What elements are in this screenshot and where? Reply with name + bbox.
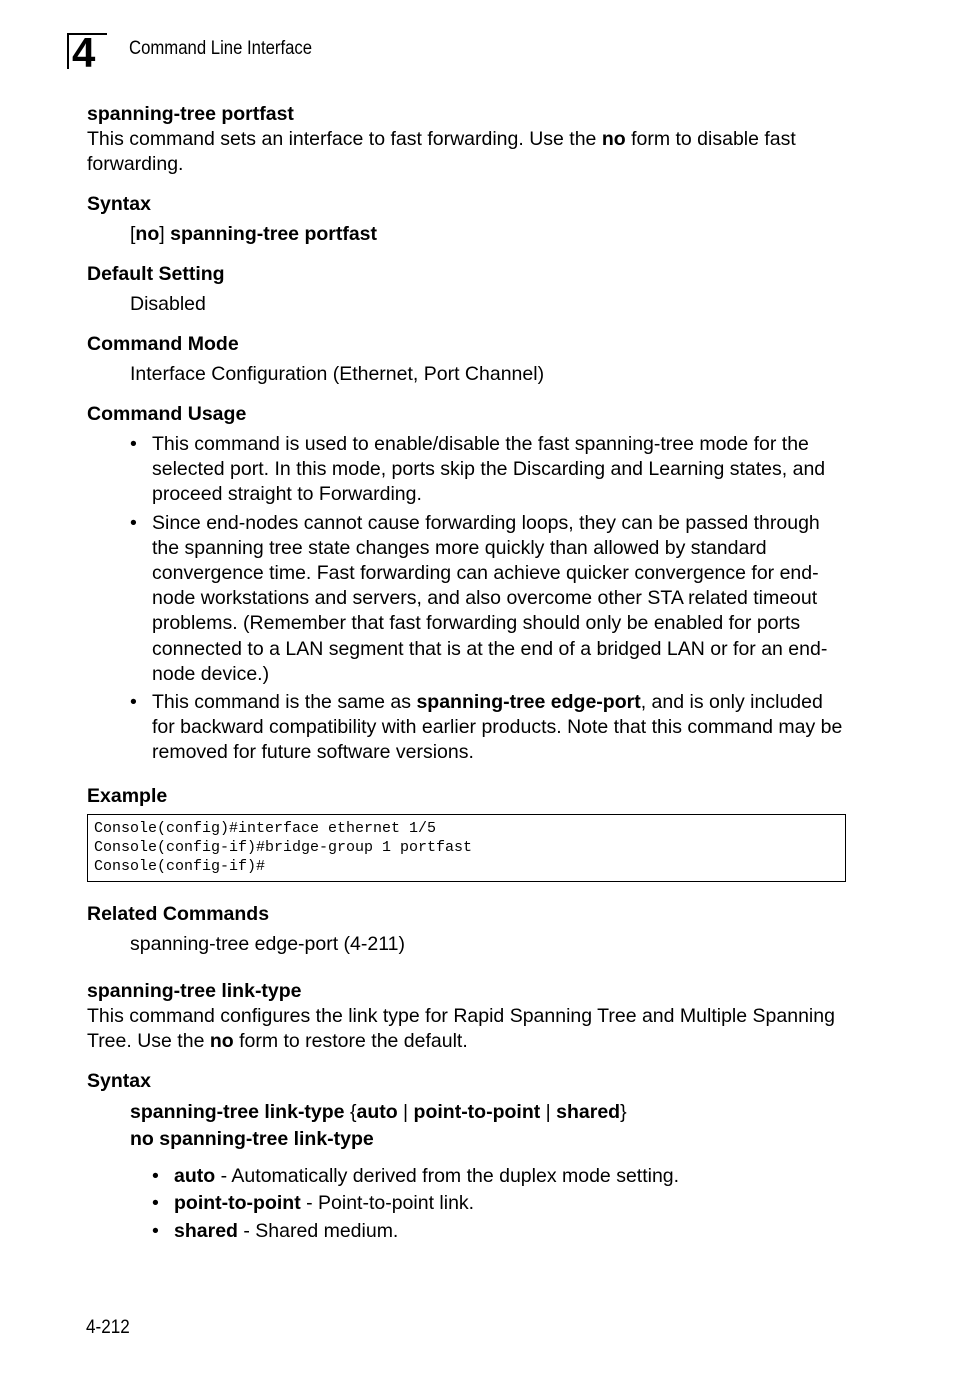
syntax-line (130, 1099, 847, 1126)
desc-bold: no (601, 128, 626, 150)
mode-heading: Command Mode (87, 333, 239, 355)
syntax-option: point-to-point (413, 1100, 541, 1123)
related-heading: Related Commands (87, 902, 270, 925)
default-heading: Default Setting (87, 263, 225, 285)
option-desc: - Point-to-point link. (300, 1192, 475, 1215)
syntax-line (130, 222, 847, 247)
option-name: point-to-point (174, 1192, 301, 1215)
section2-description (87, 1004, 847, 1054)
syntax-heading: Syntax (87, 1069, 151, 1092)
desc-text: form to restore the default. (233, 1029, 468, 1052)
chapter-number: 4 (72, 33, 96, 69)
separator: | (397, 1100, 414, 1123)
syntax-no-line (130, 1126, 847, 1153)
syntax-option: auto (356, 1100, 398, 1123)
related-value: spanning-tree edge-port (4-211) (130, 932, 405, 955)
usage-heading: Command Usage (87, 403, 247, 425)
list-item: • This command is used to enable/disable the fast spanning-tree mode for the selected port. In this mode, ports skip the Discarding and Learning states, and proceed straight to Forwarding. (130, 432, 847, 508)
mode-value: Interface Configuration (Ethernet, Port Channel) (130, 363, 545, 385)
syntax-option: shared (556, 1100, 621, 1123)
option-desc: - Shared medium. (237, 1219, 399, 1242)
option-name: shared (174, 1219, 238, 1242)
bracket: ] (159, 223, 171, 245)
usage-text: This command is the same as (152, 691, 417, 714)
list-item (152, 1163, 847, 1191)
option-name: auto (174, 1164, 216, 1187)
desc-text: This command configures the link type for Rapid Spanning Tree and Multiple Spanning Tree. Use the (87, 1004, 835, 1052)
bracket: [ (130, 223, 136, 245)
brace: } (620, 1100, 627, 1123)
syntax-command: no spanning-tree link-type (130, 1127, 374, 1150)
list-item: • Since end-nodes cannot cause forwarding loops, they can be passed through the spanning tree state changes more quickly than allowed by standard convergence time. Fast forwarding can achieve quicker convergence for end-node workstations and servers, and also overcome other STA related timeout problems. (Remember that fast forwarding should only be enabled for ports connected to a LAN segment that is at the end of a bridged LAN or for an end-node device.) (130, 511, 847, 687)
usage-list (130, 432, 847, 766)
option-desc: - Automatically derived from the duplex mode setting. (215, 1164, 680, 1187)
separator: | (540, 1100, 557, 1123)
section1-title: spanning-tree portfast (87, 103, 294, 125)
syntax-command: spanning-tree portfast (170, 223, 378, 245)
example-heading: Example (87, 784, 168, 807)
chapter-title: Command Line Interface (129, 38, 313, 59)
desc-text: This command sets an interface to fast forwarding. Use the (87, 128, 602, 150)
list-item (152, 1190, 847, 1218)
syntax-no: no (135, 223, 160, 245)
list-item (152, 1218, 847, 1246)
brace: { (344, 1100, 357, 1123)
page-number: 4-212 (86, 1317, 130, 1338)
page-content (87, 102, 847, 1245)
section2-title: spanning-tree link-type (87, 979, 302, 1002)
default-value: Disabled (130, 293, 206, 315)
desc-text: form to disable fast forwarding. (87, 128, 796, 175)
option-list (152, 1163, 847, 1246)
example-code-block: Console(config)#interface ethernet 1/5 Console(config-if)#bridge-group 1 portfast Console(config-if)# (87, 814, 846, 882)
usage-text: , and is only included for backward compatibility with earlier products. Note that this command may be removed for future software versions. (152, 691, 843, 764)
usage-bold: spanning-tree edge-port (416, 691, 641, 714)
syntax-heading: Syntax (87, 193, 151, 215)
syntax-command: spanning-tree link-type (130, 1100, 345, 1123)
desc-bold: no (209, 1029, 234, 1052)
section1-description (87, 127, 847, 177)
chapter-number-box (67, 33, 107, 69)
list-item (130, 690, 847, 766)
